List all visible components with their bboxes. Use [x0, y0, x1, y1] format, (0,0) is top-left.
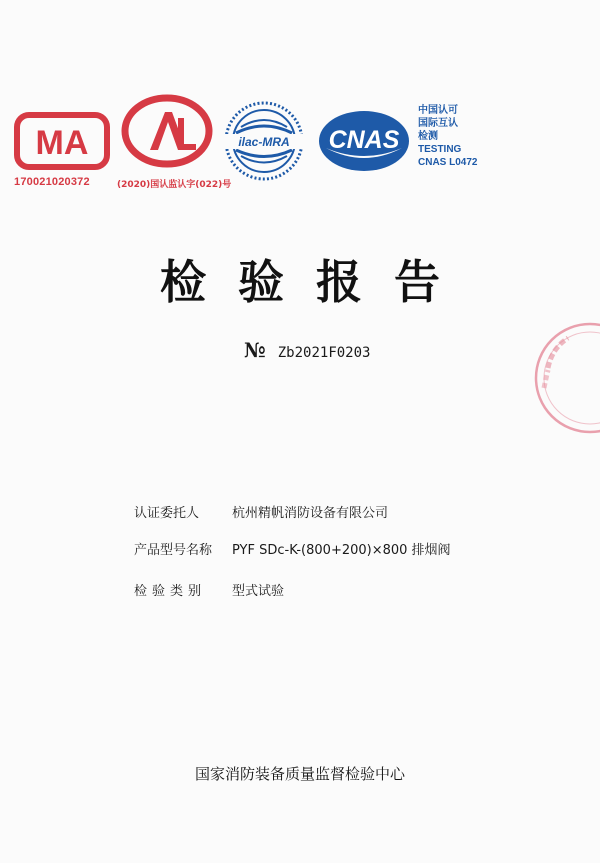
- cal-logo: [120, 94, 214, 168]
- inspection-type-value: 型式试验: [232, 584, 285, 599]
- report-number: Zb2021F0203: [277, 345, 371, 361]
- cnas-logo: [316, 108, 412, 174]
- cnas-line-4: TESTING: [418, 144, 462, 155]
- numero-symbol: №: [244, 338, 266, 362]
- report-number-row: [244, 338, 370, 368]
- product-label: 产品型号名称: [134, 543, 213, 558]
- product-value: PYF SDc-K-(800+200)×800 排烟阀: [232, 543, 451, 558]
- cma-logo-text: MA: [35, 124, 89, 162]
- product-row: [134, 539, 451, 558]
- cnas-logo-text: CNAS: [328, 126, 400, 154]
- document-title: 检验报告: [160, 255, 472, 309]
- ilac-mra-logo: [219, 99, 309, 183]
- inspection-type-row: [134, 580, 284, 599]
- inspection-type-label: 检验类别: [134, 584, 207, 599]
- cnas-line-2: 国际互认: [418, 118, 458, 129]
- cal-logo-text: CAL: [120, 94, 122, 95]
- ilac-mra-logo-text: ilac-MRA: [238, 135, 290, 149]
- cnas-line-1: 中国认可: [418, 105, 458, 116]
- official-seal: [530, 318, 600, 438]
- cal-certificate-number: (2020)国认监认字(022)号: [117, 180, 232, 190]
- client-row: [134, 502, 388, 521]
- cnas-accreditation-text: [418, 104, 528, 169]
- issuing-organization: 国家消防装备质量监督检验中心: [194, 765, 405, 783]
- client-value: 杭州精帆消防设备有限公司: [232, 506, 389, 521]
- cma-logo: [14, 112, 110, 170]
- client-label: 认证委托人: [134, 506, 200, 521]
- cnas-line-5: CNAS L0472: [418, 157, 478, 168]
- cnas-line-3: 检测: [418, 131, 438, 142]
- cma-certificate-number: 170021020372: [14, 176, 90, 188]
